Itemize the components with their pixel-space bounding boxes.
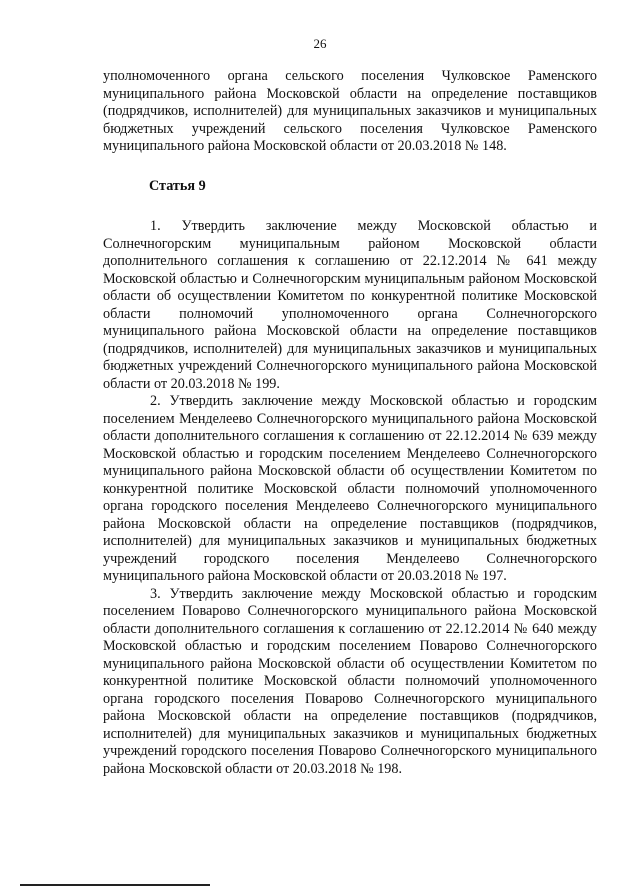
- article-item-1: 1. Утвердить заключение между Московской областью и Солнечногорским муниципальным районом Московской области дополнительного соглашения к соглашению от 22.12.2014 № 641 между Московской областью и Солнечногорским муниципальным районом Московской области об осуществлении Комитетом по конкурентной политике Московской области полномочий уполномоченного органа Солнечногорского муниципального района Московской области на определение поставщиков (подрядчиков, исполнителей) для муниципальных заказчиков и муниципальных бюджетных учреждений Солнечногорского муниципального района Московской области от 20.03.2018 № 199.: [103, 218, 597, 392]
- continuation-paragraph: уполномоченного органа сельского поселения Чулковское Раменского муниципального района Московской области на определение поставщиков (подрядчиков, исполнителей) для муниципальных заказчиков и муниципальных бюджетных учреждений сельского поселения Чулковское Раменского муниципального района Московской области от 20.03.2018 № 148.: [103, 68, 597, 154]
- article-item-3: 3. Утвердить заключение между Московской областью и городским поселением Поварово Солнечногорского муниципального района Московской области дополнительного соглашения к соглашению от 22.12.2014 № 640 между Московской областью и городским поселением Поварово Солнечногорского муниципального района Московской области об осуществлении Комитетом по конкурентной политике Московской области полномочий уполномоченного органа городского поселения Поварово Солнечногорского муниципального района Московской области на определение поставщиков (подрядчиков, исполнителей) для муниципальных заказчиков и муниципальных бюджетных учреждений городского поселения Поварово Солнечногорского муниципального района Московской области от 20.03.2018 № 198.: [103, 585, 597, 777]
- article-heading: Статья 9: [149, 177, 206, 194]
- page-number: 26: [313, 36, 327, 51]
- footer-rule: [20, 884, 210, 886]
- document-body: [103, 68, 597, 778]
- article-item-2: 2. Утвердить заключение между Московской областью и городским поселением Менделеево Солнечногорского муниципального района Московской области дополнительного соглашения к соглашению от 22.12.2014 № 639 между Московской областью и городским поселением Менделеево Солнечногорского муниципального района Московской области об осуществлении Комитетом по конкурентной политике Московской области полномочий уполномоченного органа городского поселения Менделеево Солнечногорского муниципального района Московской области на определение поставщиков (подрядчиков, исполнителей) для муниципальных заказчиков и муниципальных бюджетных учреждений городского поселения Менделеево Солнечногорского муниципального района Московской области от 20.03.2018 № 197.: [103, 393, 597, 584]
